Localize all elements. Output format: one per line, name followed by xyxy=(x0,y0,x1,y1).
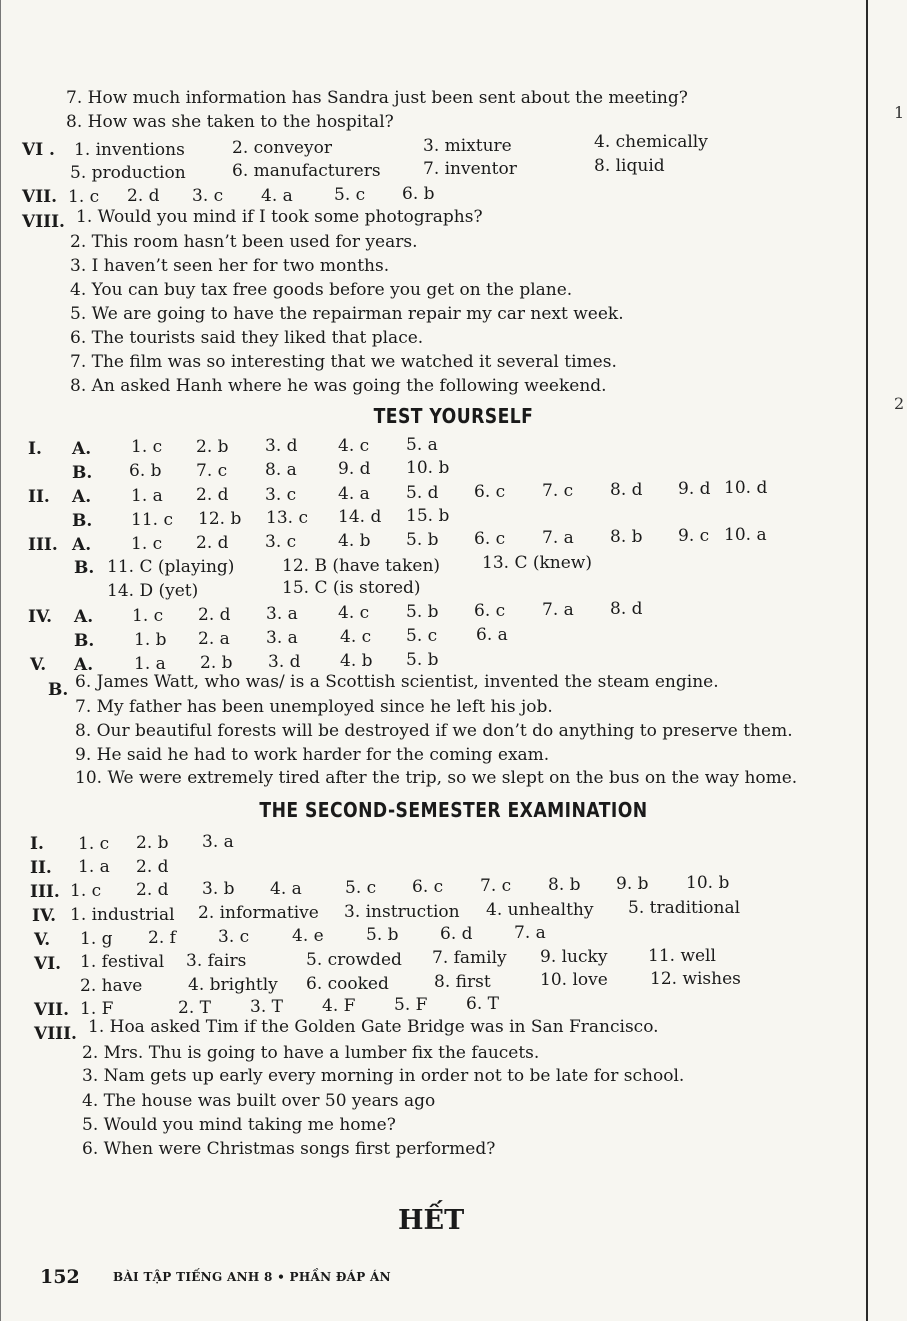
running-head: BÀI TẬP TIẾNG ANH 8 • PHẦN ĐÁP ÁN xyxy=(113,1270,391,1284)
answer-line: 8. Our beautiful forests will be destroyed if we don’t do anything to preserve them. xyxy=(75,721,793,741)
answer-item: 1. c xyxy=(131,437,163,457)
answer-item: 2. d xyxy=(136,857,169,877)
section-heading: THE SECOND-SEMESTER EXAMINATION xyxy=(259,798,648,822)
answer-item: 1. inventions xyxy=(74,140,185,160)
answer-item: 11. c xyxy=(131,510,173,530)
answer-item: 2. informative xyxy=(198,903,319,923)
answer-item: 4. unhealthy xyxy=(486,900,594,920)
page-gutter-line xyxy=(866,0,868,1321)
section-number: VII. xyxy=(34,1000,70,1020)
answer-item: 4. b xyxy=(340,651,373,671)
answer-item: 1. a xyxy=(131,486,163,506)
answer-item: 9. d xyxy=(678,479,711,499)
answer-item: 11. well xyxy=(648,946,716,966)
answer-item: 13. c xyxy=(266,508,308,528)
answer-item: 5. d xyxy=(406,483,439,503)
answer-line: 2. Mrs. Thu is going to have a lumber fix the faucets. xyxy=(82,1043,540,1063)
answer-item: 1. industrial xyxy=(70,905,175,925)
answer-item: 1. a xyxy=(78,857,110,877)
answer-item: 9. b xyxy=(616,874,649,894)
answer-item: 4. c xyxy=(338,603,370,623)
answer-line: 7. My father has been unemployed since he left his job. xyxy=(75,697,553,717)
answer-item: 8. a xyxy=(265,460,297,480)
answer-item: 8. b xyxy=(548,875,581,895)
answer-item: 14. D (yet) xyxy=(107,581,199,601)
answer-item: 6. a xyxy=(476,625,508,645)
answer-item: 2. d xyxy=(136,880,169,900)
answer-item: 4. e xyxy=(292,926,324,946)
section-number: III. xyxy=(28,535,58,555)
answer-line: 8. An asked Hanh where he was going the following weekend. xyxy=(70,376,607,396)
answer-item: 2. conveyor xyxy=(232,138,332,158)
answer-item: 1. a xyxy=(134,654,166,674)
answer-line: 2. This room hasn’t been used for years. xyxy=(70,232,418,252)
section-number: V. xyxy=(34,930,51,950)
answer-item: 3. b xyxy=(202,879,235,899)
answer-line: 1. Would you mind if I took some photographs? xyxy=(76,207,483,227)
answer-item: 2. f xyxy=(148,928,176,948)
subsection-label: A. xyxy=(72,535,92,555)
answer-item: 5. c xyxy=(345,878,377,898)
answer-item: 4. chemically xyxy=(594,132,708,152)
answer-item: 4. b xyxy=(338,531,371,551)
answer-item: 4. F xyxy=(322,996,356,1016)
answer-item: 2. d xyxy=(127,186,160,206)
answer-line: 5. We are going to have the repairman repair my car next week. xyxy=(70,304,624,324)
answer-line: 3. I haven’t seen her for two months. xyxy=(70,256,390,276)
section-number: VI . xyxy=(22,140,55,160)
answer-item: 3. d xyxy=(268,652,301,672)
answer-item: 2. a xyxy=(198,629,230,649)
answer-item: 10. b xyxy=(406,458,450,478)
answer-item: 7. a xyxy=(514,923,546,943)
answer-item: 2. b xyxy=(196,437,229,457)
answer-item: 8. first xyxy=(434,972,491,992)
answer-item: 5. crowded xyxy=(306,950,402,970)
page-left-edge xyxy=(0,0,1,1321)
subsection-label: A. xyxy=(74,655,94,675)
answer-item: 2. d xyxy=(196,533,229,553)
answer-item: 12. B (have taken) xyxy=(282,556,441,576)
section-number: I. xyxy=(30,834,44,854)
answer-item: 10. a xyxy=(724,525,767,545)
answer-item: 6. manufacturers xyxy=(232,161,381,181)
answer-item: 6. c xyxy=(474,529,506,549)
section-number: II. xyxy=(28,487,50,507)
answer-item: 3. c xyxy=(265,485,297,505)
answer-item: 6. c xyxy=(474,482,506,502)
answer-line: 6. James Watt, who was/ is a Scottish scientist, invented the steam engine. xyxy=(75,672,719,692)
answer-item: 5. production xyxy=(70,163,186,183)
answer-line: 7. The film was so interesting that we watched it several times. xyxy=(70,352,617,372)
answer-item: 13. C (knew) xyxy=(482,553,592,573)
answer-line: 1. Hoa asked Tim if the Golden Gate Bridge was in San Francisco. xyxy=(88,1017,659,1037)
answer-item: 5. F xyxy=(394,995,428,1015)
section-number: III. xyxy=(30,882,60,902)
subsection-label: B. xyxy=(72,511,93,531)
section-heading: TEST YOURSELF xyxy=(373,404,534,428)
answer-item: 7. c xyxy=(542,481,574,501)
answer-item: 8. liquid xyxy=(594,156,665,176)
section-number: VII. xyxy=(22,187,58,207)
answer-item: 7. c xyxy=(480,876,512,896)
answer-item: 5. b xyxy=(406,650,439,670)
answer-item: 3. c xyxy=(218,927,250,947)
subsection-label: A. xyxy=(72,487,92,507)
answer-line: 6. The tourists said they liked that place. xyxy=(70,328,424,348)
answer-item: 2. b xyxy=(136,833,169,853)
answer-item: 1. F xyxy=(80,999,114,1019)
answer-item: 2. d xyxy=(198,605,231,625)
answer-item: 5. c xyxy=(406,626,438,646)
section-number: II. xyxy=(30,858,52,878)
section-number: I. xyxy=(28,439,42,459)
answer-item: 1. c xyxy=(70,881,102,901)
subsection-label: A. xyxy=(74,607,94,627)
answer-item: 7. a xyxy=(542,528,574,548)
subsection-label: B. xyxy=(74,631,95,651)
answer-item: 1. b xyxy=(134,630,167,650)
answer-item: 6. b xyxy=(402,184,435,204)
section-number: VIII. xyxy=(34,1024,77,1044)
answer-item: 2. T xyxy=(178,998,211,1018)
answer-item: 3. c xyxy=(192,186,224,206)
answer-item: 6. b xyxy=(129,461,162,481)
answer-item: 6. d xyxy=(440,924,473,944)
margin-bleed-glyph: 1 xyxy=(894,103,905,122)
answer-item: 4. a xyxy=(338,484,370,504)
answer-item: 2. b xyxy=(200,653,233,673)
answer-item: 5. b xyxy=(366,925,399,945)
page-number: 152 xyxy=(40,1266,80,1288)
margin-bleed-glyph: 2 xyxy=(894,394,905,413)
answer-item: 8. d xyxy=(610,480,643,500)
answer-item: 7. family xyxy=(432,948,507,968)
answer-item: 3. a xyxy=(202,832,234,852)
answer-item: 5. c xyxy=(334,185,366,205)
answer-item: 1. c xyxy=(68,187,100,207)
answer-item: 6. c xyxy=(474,601,506,621)
section-number: IV. xyxy=(32,906,57,926)
answer-item: 3. a xyxy=(266,604,298,624)
answer-item: 10. love xyxy=(540,970,608,990)
answer-item: 15. b xyxy=(406,506,450,526)
answer-item: 9. d xyxy=(338,459,371,479)
answer-line: 6. When were Christmas songs first performed? xyxy=(82,1139,496,1159)
answer-item: 7. c xyxy=(196,461,228,481)
section-number: VIII. xyxy=(22,212,65,232)
answer-item: 12. b xyxy=(198,509,242,529)
section-number: V. xyxy=(30,655,47,675)
answer-item: 5. b xyxy=(406,602,439,622)
answer-item: 7. inventor xyxy=(423,159,517,179)
answer-item: 3. T xyxy=(250,997,283,1017)
answer-item: 4. a xyxy=(270,879,302,899)
answer-item: 1. c xyxy=(131,534,163,554)
answer-item: 3. fairs xyxy=(186,951,247,971)
answer-item: 15. C (is stored) xyxy=(282,578,421,598)
answer-line: 4. The house was built over 50 years ago xyxy=(82,1091,436,1111)
answer-item: 2. have xyxy=(80,976,143,996)
answer-item: 3. instruction xyxy=(344,902,460,922)
answer-item: 8. d xyxy=(610,599,643,619)
answer-item: 9. c xyxy=(678,526,710,546)
answer-item: 14. d xyxy=(338,507,382,527)
answer-line: 9. He said he had to work harder for the coming exam. xyxy=(75,745,550,765)
answer-item: 1. c xyxy=(132,606,164,626)
answer-item: 3. d xyxy=(265,436,298,456)
subsection-label: B. xyxy=(48,680,69,700)
subsection-label: B. xyxy=(72,463,93,483)
answer-item: 12. wishes xyxy=(650,969,741,989)
end-mark: HẾT xyxy=(398,1205,465,1236)
answer-item: 4. c xyxy=(340,627,372,647)
answer-item: 11. C (playing) xyxy=(107,557,235,577)
answer-item: 3. c xyxy=(265,532,297,552)
answer-item: 1. g xyxy=(80,929,113,949)
answer-item: 5. b xyxy=(406,530,439,550)
answer-item: 3. mixture xyxy=(423,136,512,156)
answer-item: 4. c xyxy=(338,436,370,456)
answer-item: 6. T xyxy=(466,994,499,1014)
answer-item: 4. brightly xyxy=(188,975,278,995)
answer-item: 10. b xyxy=(686,873,730,893)
answer-item: 6. c xyxy=(412,877,444,897)
answer-item: 1. festival xyxy=(80,952,165,972)
answer-item: 5. a xyxy=(406,435,438,455)
answer-item: 9. lucky xyxy=(540,947,608,967)
answer-item: 8. b xyxy=(610,527,643,547)
answer-line: 8. How was she taken to the hospital? xyxy=(66,112,394,132)
answer-item: 7. a xyxy=(542,600,574,620)
answer-item: 3. a xyxy=(266,628,298,648)
answer-item: 10. d xyxy=(724,478,768,498)
subsection-label: B. xyxy=(74,558,95,578)
section-number: IV. xyxy=(28,607,53,627)
subsection-label: A. xyxy=(72,439,92,459)
answer-line: 3. Nam gets up early every morning in order not to be late for school. xyxy=(82,1066,685,1086)
answer-item: 4. a xyxy=(261,186,293,206)
answer-line: 5. Would you mind taking me home? xyxy=(82,1115,396,1135)
answer-item: 6. cooked xyxy=(306,974,389,994)
answer-item: 5. traditional xyxy=(628,898,741,918)
answer-line: 10. We were extremely tired after the trip, so we slept on the bus on the way home. xyxy=(75,768,798,788)
answer-item: 1. c xyxy=(78,834,110,854)
answer-item: 2. d xyxy=(196,485,229,505)
answer-line: 4. You can buy tax free goods before you get on the plane. xyxy=(70,280,573,300)
answer-line: 7. How much information has Sandra just been sent about the meeting? xyxy=(66,88,688,108)
section-number: VI. xyxy=(34,954,62,974)
